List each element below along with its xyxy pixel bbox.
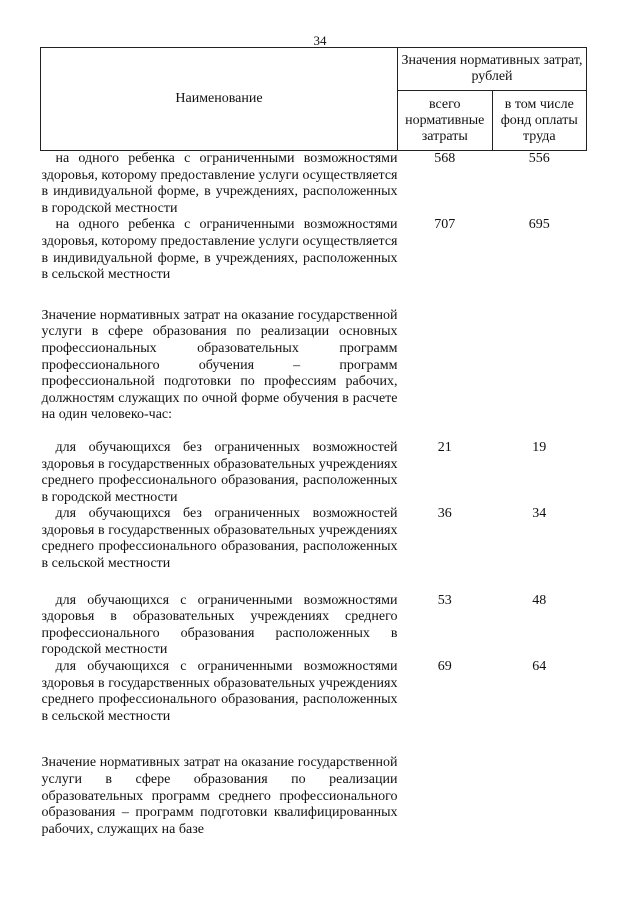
row-name: Значение нормативных затрат на оказание государственной услуги в сфере образования по реализации образовательных программ среднего профессионального образования – программ подготовки квалифицированных рабочих, служащих на базе <box>41 755 398 837</box>
header-name-column: Наименование <box>41 48 398 151</box>
page-number: 34 <box>313 33 327 48</box>
table-row <box>41 755 587 838</box>
row-gap <box>41 573 587 593</box>
table-row <box>41 659 587 725</box>
header-total-costs: всего нормативные затраты <box>398 91 493 151</box>
row-name: на одного ребенка с ограниченными возможностями здоровья, которому предоставление услуги осуществляется в индивидуальной форме, в учреждениях, расположенных в городской местности <box>41 151 398 216</box>
row-name: для обучающихся с ограниченными возможностями здоровья в образовательных учреждениях среднего профессионального образования расположенных в городской местности <box>41 592 398 658</box>
row-gap <box>41 424 587 440</box>
table-row <box>41 506 587 572</box>
row-total: 707 <box>434 217 456 233</box>
row-wages: 48 <box>532 592 547 608</box>
table-row <box>41 593 587 659</box>
row-wages: 556 <box>528 151 550 166</box>
row-name: для обучающихся без ограниченных возможностей здоровья в государственных образовательных учреждениях среднего профессионального образования, расположенных в городской местности <box>41 439 398 505</box>
table-row <box>41 308 587 424</box>
table-row <box>41 440 587 506</box>
table-row <box>41 151 587 218</box>
row-wages: 34 <box>532 506 547 522</box>
row-total: 53 <box>437 592 452 608</box>
header-wage-fund: в том числе фонд оплаты труда <box>492 91 587 151</box>
row-total <box>398 755 493 838</box>
row-total: 21 <box>437 439 452 455</box>
row-gap <box>41 725 587 755</box>
row-name: Значение нормативных затрат на оказание государственной услуги в сфере образования по реализации основных профессиональных образовательных программ профессионального обучения – программ профессиональной подготовки по профессиям рабочих, должностям служащих по очной форме обучения в расчете на один человеко-час: <box>41 307 398 423</box>
row-name: для обучающихся с ограниченными возможностями здоровья в государственных образовательных учреждениях среднего профессионального образования, расположенных в сельской местности <box>41 659 398 724</box>
row-wages: 64 <box>532 659 547 675</box>
row-total: 568 <box>434 151 456 166</box>
row-wages: 695 <box>528 217 550 233</box>
row-wages <box>492 308 587 424</box>
row-total: 36 <box>437 506 452 522</box>
row-wages: 19 <box>532 439 547 455</box>
norm-costs-table <box>40 47 587 838</box>
header-values-group: Значения нормативных затрат, рублей <box>398 48 587 91</box>
row-name: на одного ребенка с ограниченными возможностями здоровья, которому предоставление услуги осуществляется в индивидуальной форме, в учреждениях, расположенных в сельской местности <box>41 217 398 283</box>
row-total: 69 <box>437 659 452 675</box>
row-total <box>398 308 493 424</box>
row-name: для обучающихся без ограниченных возможностей здоровья в государственных образовательных учреждениях среднего профессионального образования, расположенных в сельской местности <box>41 506 398 572</box>
row-gap <box>41 284 587 308</box>
row-wages <box>492 755 587 838</box>
table-row <box>41 217 587 283</box>
